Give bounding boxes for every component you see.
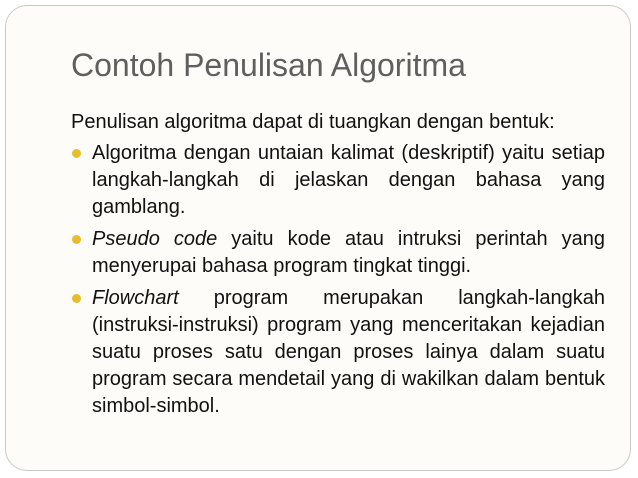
slide-body — [71, 109, 605, 425]
bullet-item-flowchart — [71, 285, 605, 420]
slide-title: Contoh Penulisan Algoritma — [71, 47, 466, 83]
bullet-list — [71, 140, 605, 420]
bullet-text: yaitu kode atau intruksi perintah yang menyerupai bahasa program tingkat tinggi. — [92, 228, 606, 277]
bullet-item-pseudocode — [71, 226, 605, 280]
bullet-term: Flowchart — [92, 287, 179, 309]
bullet-item-descriptive — [71, 140, 605, 221]
bullet-text: program merupakan langkah-langkah (instruksi-instruksi) program yang menceritakan kejadian suatu proses satu dengan proses lainya dalam suatu program secara mendetail yang di wakilkan dalam bentuk simbol-simbol. — [92, 287, 605, 417]
slide — [5, 5, 631, 471]
bullet-term: Pseudo code — [92, 228, 218, 250]
bullet-text: Algoritma dengan untaian kalimat (deskriptif) yaitu setiap langkah-langkah di jelaskan dengan bahasa yang gamblang. — [92, 142, 605, 218]
bullet-dot-icon — [72, 235, 81, 244]
intro-text: Penulisan algoritma dapat di tuangkan dengan bentuk: — [71, 111, 555, 133]
bullet-dot-icon — [72, 149, 81, 158]
bullet-dot-icon — [72, 294, 81, 303]
